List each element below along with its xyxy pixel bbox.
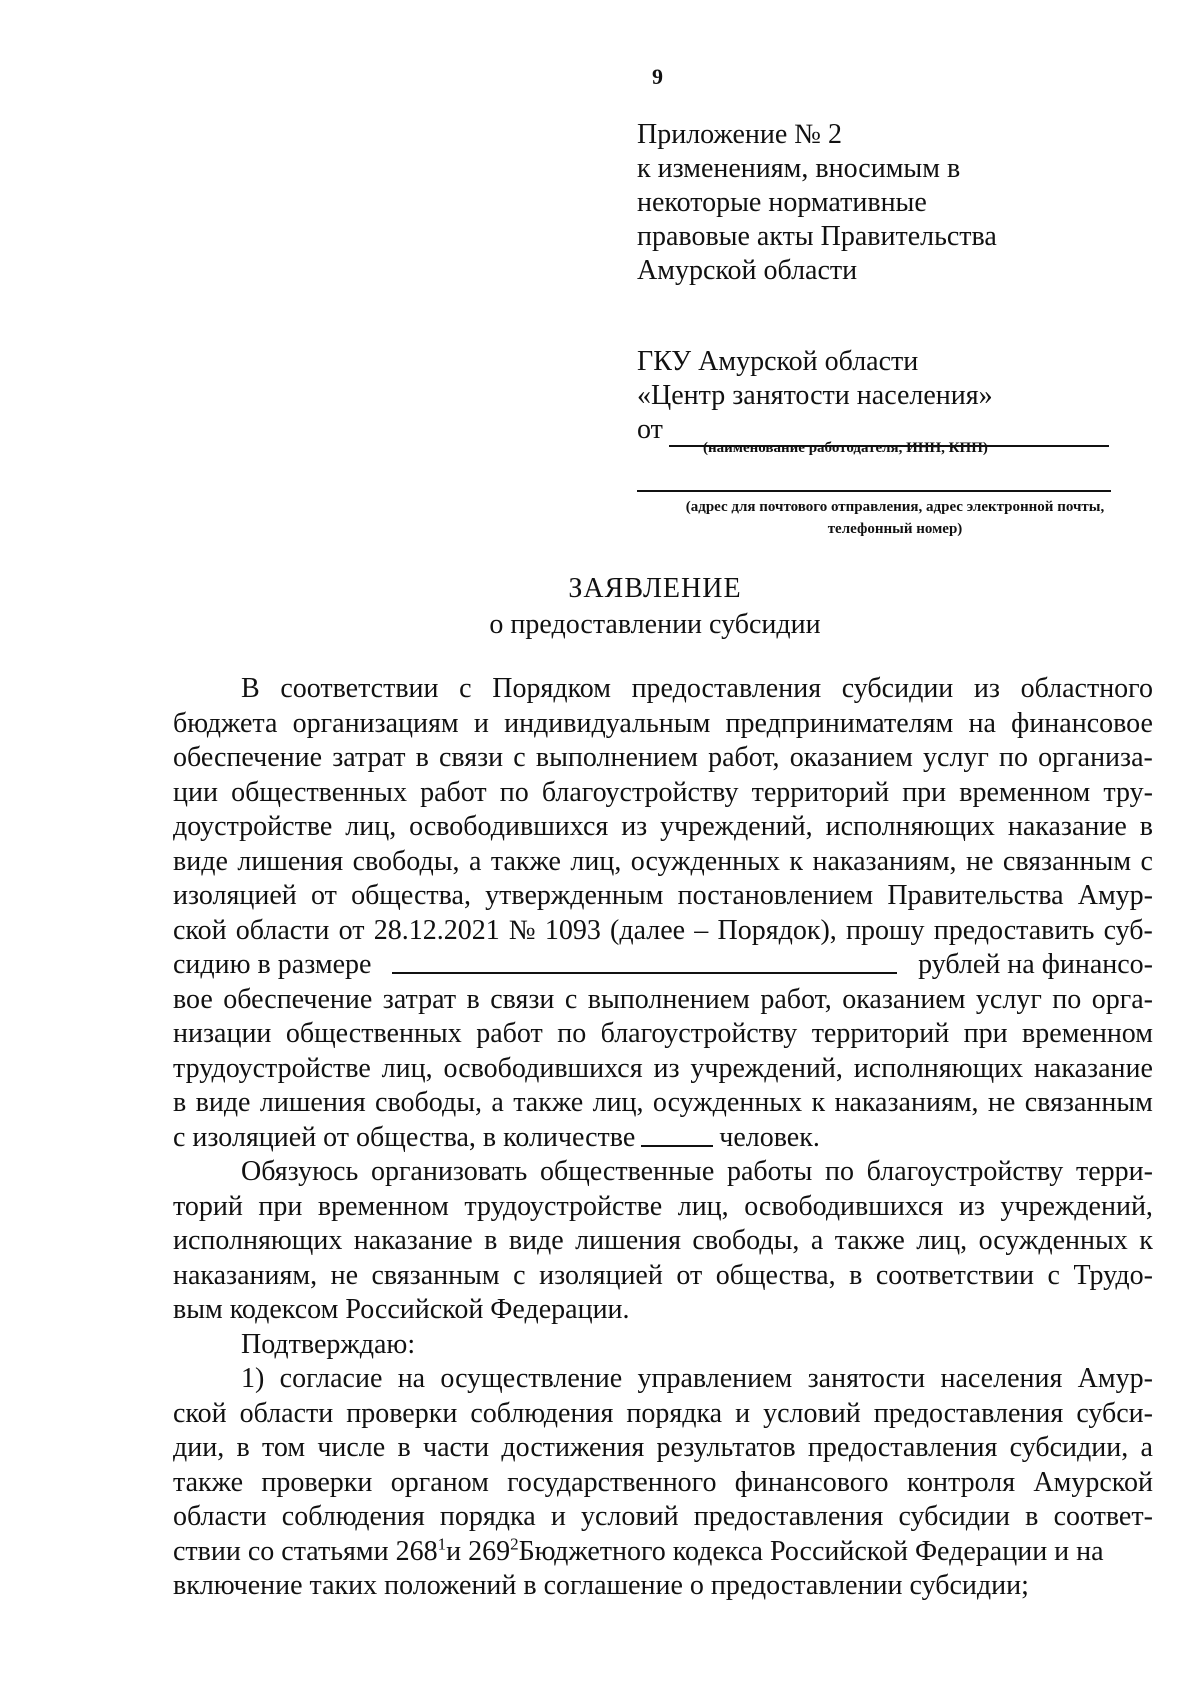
text-line: [173, 1224, 1153, 1259]
word: осужденных: [630, 845, 780, 877]
text-line: [173, 1259, 1153, 1294]
amount-suffix: рублей на финансо-: [918, 949, 1153, 980]
word: предоставления: [873, 1397, 1064, 1429]
text-line: [173, 879, 1153, 914]
word: связанным: [1002, 845, 1132, 877]
word: условий: [763, 1397, 861, 1429]
word: соблюдения: [470, 1397, 614, 1429]
word: области: [235, 914, 330, 946]
word: финансовое: [1011, 707, 1153, 739]
word: в: [415, 742, 429, 773]
word: в: [397, 1432, 411, 1463]
quantity-line: [173, 1121, 1153, 1156]
confirm-heading: Подтверждаю:: [241, 1328, 416, 1360]
document-body: [173, 672, 1153, 1604]
word: связи: [490, 983, 555, 1015]
word: контроля: [906, 1466, 1016, 1498]
text-line: [173, 707, 1153, 742]
word: и: [550, 1501, 566, 1532]
word: осужденных: [978, 1225, 1128, 1256]
word: достижения: [501, 1432, 645, 1463]
from-label: от: [637, 414, 663, 445]
word: 1): [241, 1363, 265, 1394]
word: по: [499, 776, 529, 808]
articles-mid: и 269: [446, 1535, 511, 1567]
word: предоставить: [933, 914, 1095, 946]
word: временном: [317, 1190, 449, 1222]
word: Амур-: [1077, 880, 1153, 911]
word: не: [987, 1087, 1016, 1118]
word: работ,: [708, 742, 780, 773]
word: субсидии: [841, 673, 954, 704]
word: занятости: [807, 1363, 926, 1394]
word: наказаниям,: [812, 845, 957, 877]
word: в: [1139, 811, 1153, 842]
word: управлением: [637, 1363, 793, 1394]
word: а: [810, 1225, 824, 1256]
amount-field[interactable]: [392, 948, 897, 974]
word: а: [491, 1087, 504, 1118]
word: ской: [173, 914, 227, 946]
word: выполнением: [587, 983, 750, 1015]
word: организовать: [370, 1156, 528, 1187]
word: территорий: [811, 1018, 950, 1049]
word: благоустройству: [600, 1018, 798, 1049]
word: субси-: [1076, 1397, 1153, 1429]
word: лишения: [575, 1225, 681, 1256]
word: лиц,: [570, 845, 622, 877]
word: к: [811, 1087, 826, 1118]
quantity-prefix: с изоляцией от общества, в количестве: [173, 1121, 636, 1153]
word: благоустройству: [866, 1156, 1064, 1187]
word: Амурской: [1033, 1466, 1153, 1498]
word: на: [397, 1363, 426, 1394]
word: и: [735, 1397, 751, 1429]
word: к: [789, 845, 804, 877]
address-hint-line: (адрес для почтового отправления, адрес электронной почты,: [685, 499, 1105, 515]
word: с: [1047, 1259, 1060, 1291]
appendix-line: Амурской области: [637, 255, 858, 286]
word: с: [459, 673, 472, 704]
text-line: [173, 1431, 1153, 1466]
text-line: [173, 741, 1153, 776]
word: в: [484, 1225, 498, 1256]
text-line: [173, 1052, 1153, 1087]
word: лишения: [259, 1087, 366, 1118]
word: проверки: [346, 1397, 458, 1429]
word: с: [513, 742, 526, 773]
word: связанным: [371, 1259, 500, 1291]
appendix-line: некоторые нормативные: [637, 187, 927, 218]
word: трудоустройстве: [464, 1190, 663, 1222]
word: виде: [508, 1225, 564, 1256]
word: к: [1139, 1225, 1153, 1256]
word: осужденных: [652, 1087, 803, 1118]
paragraph-2-last: вым кодексом Российской Федерации.: [173, 1294, 630, 1325]
word: части: [422, 1432, 490, 1463]
word: из: [958, 1190, 985, 1222]
word: соответствии: [280, 673, 439, 704]
word: свободы,: [692, 1225, 800, 1256]
word: ской: [173, 1397, 227, 1429]
text-line: [173, 1155, 1153, 1190]
addressee-center: «Центр занятости населения»: [637, 380, 993, 411]
word: при: [963, 1018, 1008, 1049]
word: области: [173, 1501, 267, 1532]
word: территорий: [751, 776, 890, 808]
word: временном: [959, 776, 1091, 808]
word: общества,: [351, 880, 471, 911]
text-line: [173, 1017, 1153, 1052]
word: прошу: [845, 914, 925, 946]
word: –: [694, 914, 709, 946]
page-number: 9: [652, 64, 663, 89]
word: затрат: [382, 983, 457, 1015]
word: ции: [173, 776, 218, 808]
word: наказание: [353, 1225, 473, 1256]
word: лиц,: [916, 1225, 968, 1256]
word: также: [173, 1466, 244, 1498]
word: вое: [173, 983, 213, 1015]
word: выполнением: [535, 742, 698, 773]
word: общества,: [715, 1259, 836, 1291]
word: в: [466, 983, 480, 1015]
word: результатов: [656, 1432, 796, 1463]
word: благоустройству: [541, 776, 739, 808]
word: №: [508, 914, 536, 946]
text-line: [173, 1362, 1153, 1397]
word: виде: [195, 1087, 251, 1118]
word: при: [258, 1190, 303, 1222]
word: исполняющих: [825, 811, 995, 842]
word: наказание: [1007, 811, 1127, 842]
article-sup-2: 2: [510, 1534, 519, 1554]
word: соблюдения: [281, 1501, 425, 1532]
articles-prefix: ствии со статьями 268: [173, 1535, 438, 1567]
word: Амур-: [1077, 1363, 1153, 1394]
word: терри-: [1075, 1156, 1153, 1187]
word: на: [968, 707, 996, 739]
text-line: [173, 983, 1153, 1018]
word: организациям: [292, 707, 459, 739]
word: низации: [173, 1018, 272, 1049]
employer-hint: (наименование работодателя, ИНН, КПП): [703, 440, 988, 456]
word: работ,: [760, 983, 832, 1015]
address-hint: [645, 496, 1145, 540]
paragraph-2: [173, 1155, 1153, 1293]
appendix-line: Приложение № 2: [637, 119, 842, 150]
word: доустройстве: [173, 811, 333, 842]
word: работы: [726, 1156, 813, 1187]
word: затрат: [332, 742, 406, 773]
word: лиц,: [677, 1190, 729, 1222]
word: свободы,: [352, 845, 460, 877]
word: (далее: [610, 914, 686, 946]
word: освободившихся: [443, 1052, 643, 1084]
word: том: [261, 1432, 306, 1463]
word: с: [1140, 845, 1153, 877]
word: финансового: [734, 1466, 889, 1498]
word: В: [241, 673, 260, 704]
word: освободившихся: [744, 1190, 944, 1222]
article-sup-1: 1: [437, 1534, 447, 1554]
text-line: [173, 672, 1153, 707]
word: обеспечение: [223, 983, 373, 1015]
word: связанным: [1024, 1087, 1153, 1118]
word: 28.12.2021: [373, 914, 500, 946]
word: области: [239, 1397, 334, 1429]
word: индивидуальным: [504, 707, 711, 739]
articles-line: [173, 1535, 1153, 1570]
word: Обязуюсь: [241, 1156, 359, 1187]
word: услуг: [923, 742, 989, 773]
word: в: [849, 1259, 863, 1291]
word: проверки: [261, 1466, 373, 1498]
word: общественные: [539, 1156, 715, 1187]
word: учреждений,: [660, 811, 813, 842]
word: тру-: [1103, 776, 1153, 808]
word: также: [490, 845, 561, 877]
word: лиц,: [381, 1052, 433, 1084]
word: предпринимателям: [725, 707, 954, 739]
word: государственного: [507, 1466, 717, 1498]
word: также: [513, 1087, 584, 1118]
word: соответ-: [1053, 1501, 1153, 1532]
word: числе: [317, 1432, 386, 1463]
addressee-block: [637, 345, 1109, 447]
word: обеспечение: [173, 742, 323, 773]
word: не: [330, 1259, 358, 1291]
word: услуг: [975, 983, 1042, 1015]
word: порядка: [626, 1397, 723, 1429]
word: органом: [390, 1466, 489, 1498]
quantity-field[interactable]: [641, 1121, 713, 1147]
word: в: [1025, 1501, 1039, 1532]
appendix-line: правовые акты Правительства: [637, 221, 997, 252]
word: населения: [940, 1363, 1063, 1394]
amount-prefix: сидию в размере: [173, 949, 372, 980]
word: наказаниям,: [173, 1259, 318, 1291]
word: организа-: [1038, 742, 1153, 773]
word: осуществление: [440, 1363, 623, 1394]
word: работ: [420, 776, 487, 808]
word: Порядок),: [717, 914, 837, 946]
document-subtitle: о предоставлении субсидии: [489, 609, 821, 640]
word: порядка: [439, 1501, 536, 1532]
word: общественных: [285, 1018, 462, 1049]
word: субсидии: [898, 1501, 1010, 1532]
word: изоляцией: [539, 1259, 663, 1291]
word: и: [473, 707, 489, 739]
word: утвержденным: [485, 880, 664, 911]
word: Правительства: [887, 880, 1064, 911]
text-line: [173, 914, 1153, 949]
word: виде: [173, 845, 228, 877]
addressee-org: ГКУ Амурской области: [637, 346, 919, 377]
word: предоставления: [693, 1501, 884, 1532]
text-line: [173, 1500, 1153, 1535]
word: согласие: [279, 1363, 383, 1394]
word: условий: [580, 1501, 679, 1532]
address-field[interactable]: [637, 490, 1111, 492]
word: постановлением: [677, 880, 874, 911]
word: трудоустройстве: [173, 1052, 371, 1084]
word: оказанием: [842, 983, 966, 1015]
paragraph-1: [173, 672, 1153, 948]
word: лишения: [237, 845, 344, 877]
paragraph-1-rest: [173, 983, 1153, 1121]
word: предоставления: [631, 673, 822, 704]
word: субсидии,: [1009, 1432, 1129, 1463]
word: соответствии: [875, 1259, 1035, 1291]
word: не: [966, 845, 994, 877]
word: бюджета: [173, 707, 278, 739]
word: при: [902, 776, 947, 808]
word: лиц,: [345, 811, 397, 842]
word: по: [999, 742, 1029, 773]
articles-text: [173, 1535, 1104, 1570]
word: суб-: [1103, 914, 1153, 946]
word: исполняющих: [173, 1225, 343, 1256]
word: исполняющих: [853, 1052, 1024, 1084]
word: временном: [1022, 1018, 1153, 1049]
paragraph-3: [173, 1362, 1153, 1535]
text-line: [173, 1086, 1153, 1121]
word: в: [173, 1087, 187, 1118]
text-line: [173, 1466, 1153, 1501]
word: оказанием: [789, 742, 913, 773]
document-title: ЗАЯВЛЕНИЕ: [568, 573, 742, 604]
address-hint-line: телефонный номер): [827, 521, 963, 537]
word: из: [653, 1052, 680, 1084]
word: предоставления: [807, 1432, 998, 1463]
word: свободы,: [375, 1087, 483, 1118]
word: изоляцией: [173, 880, 297, 911]
word: наказаниям,: [834, 1087, 979, 1118]
word: освободившихся: [409, 811, 609, 842]
word: с: [564, 983, 578, 1015]
word: с: [513, 1259, 526, 1291]
word: орга-: [1091, 983, 1153, 1015]
word: от: [676, 1259, 703, 1291]
text-line: [173, 776, 1153, 811]
quantity-suffix: человек.: [719, 1121, 820, 1153]
amount-line: [173, 948, 1153, 983]
text-line: [173, 810, 1153, 845]
word: Трудо-: [1073, 1259, 1153, 1291]
word: дии,: [173, 1432, 225, 1463]
word: а: [469, 845, 482, 877]
articles-suffix: Бюджетного кодекса Российской Федерации и на: [518, 1535, 1104, 1567]
word: наказание: [1034, 1052, 1153, 1084]
word: от: [310, 880, 337, 911]
word: Порядком: [492, 673, 611, 704]
word: областного: [1020, 673, 1153, 704]
text-line: [173, 1397, 1153, 1432]
appendix-line: к изменениям, вносимым в: [637, 153, 961, 184]
word: связи: [438, 742, 504, 773]
word: общественных: [231, 776, 407, 808]
word: от: [338, 914, 365, 946]
word: торий: [173, 1190, 243, 1222]
word: 1093: [544, 914, 601, 946]
word: в: [236, 1432, 250, 1463]
word: учреждений,: [690, 1052, 843, 1084]
paragraph-3-last: включение таких положений в соглашение о предоставлении субсидии;: [173, 1570, 1029, 1601]
word: а: [1140, 1432, 1153, 1463]
word: по: [557, 1018, 587, 1049]
word: лиц,: [592, 1087, 644, 1118]
word: из: [973, 673, 1000, 704]
word: учреждений,: [1000, 1190, 1153, 1222]
text-line: [173, 845, 1153, 880]
word: по: [1052, 983, 1082, 1015]
appendix-block: [637, 118, 997, 288]
text-line: [173, 1190, 1153, 1225]
word: по: [825, 1156, 854, 1187]
word: также: [834, 1225, 905, 1256]
word: работ: [476, 1018, 543, 1049]
word: из: [621, 811, 648, 842]
